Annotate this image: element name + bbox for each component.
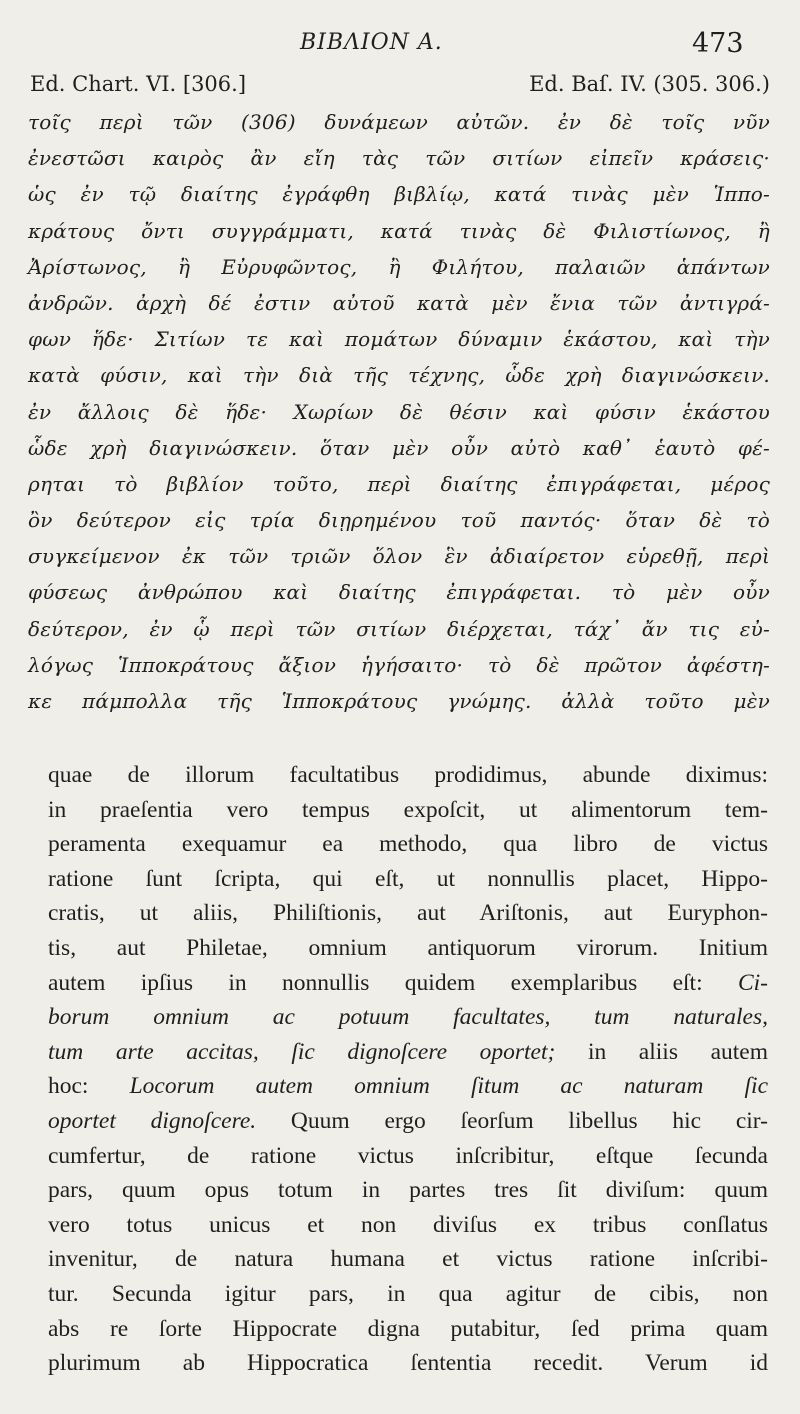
greek-text-line: ἐν ἄλλοις δὲ ἥδε· Χωρίων δὲ θέσιν καὶ φύσιν ἑκάστου: [28, 399, 770, 424]
edition-reference: [30, 72, 770, 102]
greek-text-block: [28, 104, 770, 719]
text-run: pars, quum opus totum in partes tres ſit diviſum: quum: [48, 1177, 768, 1204]
latin-text-line: [48, 1069, 768, 1104]
text-run: Quum ergo ſeorſum libellus hic cir-: [256, 1107, 768, 1134]
text-run: in praeſentia vero tempus expoſcit, ut alimentorum tem-: [48, 796, 768, 823]
greek-text-line: ἐνεστῶσι καιρὸς ἂν εἴη τὰς τῶν σιτίων εἰπεῖν κράσεις·: [28, 146, 770, 171]
text-run: in aliis autem: [555, 1038, 768, 1065]
greek-text-line: λόγως Ἱπποκράτους ἄξιον ἡγήσαιτο· τὸ δὲ πρῶτον ἀφέστη-: [28, 652, 770, 677]
latin-text-line: [48, 1000, 768, 1035]
running-title: ΒΙΒΛΙΟΝ Α.: [300, 30, 443, 55]
edition-basel-ref: Ed. Baſ. IV. (305. 306.): [529, 72, 770, 96]
text-run: vero totus unicus et non diviſus ex tribus conſlatus: [48, 1211, 768, 1238]
text-run: ratione ſunt ſcripta, qui eſt, ut nonnullis placet, Hippo-: [48, 865, 768, 892]
italic-quotation: oportet dignoſcere.: [48, 1107, 257, 1134]
greek-text-line: ὧδε χρὴ διαγινώσκειν. ὅταν μὲν οὖν αὐτὸ καθ᾽ ἑαυτὸ φέ-: [28, 435, 770, 460]
latin-text-line: [48, 862, 768, 897]
latin-text-line: [48, 1346, 768, 1381]
latin-text-line: [48, 1139, 768, 1174]
latin-text-line: [48, 1208, 768, 1243]
greek-text-line: δεύτερον, ἐν ᾧ περὶ τῶν σιτίων διέρχεται, τάχ᾽ ἄν τις εὐ-: [28, 616, 770, 641]
text-run: plurimum ab Hippocratica ſententia recedit. Verum id: [48, 1350, 768, 1377]
greek-text-line: ἀνδρῶν. ἀρχὴ δέ ἐστιν αὐτοῦ κατὰ μὲν ἔνια τῶν ἀντιγρά-: [28, 290, 770, 315]
latin-text-line: [48, 966, 768, 1001]
text-run: cumfertur, de ratione victus inſcribitur, eſtque ſecunda: [48, 1142, 768, 1169]
latin-text-line: [48, 1242, 768, 1277]
greek-text-line: φων ἥδε· Σιτίων τε καὶ πομάτων δύναμιν ἑκάστου, καὶ τὴν: [28, 327, 770, 352]
text-run: abs re ſorte Hippocrate digna putabitur, ſed prima quam: [48, 1315, 768, 1342]
text-run: hoc:: [48, 1073, 130, 1100]
greek-text-line: ὡς ἐν τῷ διαίτης ἐγράφθη βιβλίῳ, κατά τινὰς μὲν Ἱππο-: [28, 182, 770, 207]
text-run: invenitur, de natura humana et victus ratione inſcribi-: [48, 1246, 768, 1273]
latin-text-line: [48, 793, 768, 828]
latin-text-line: [48, 1104, 768, 1139]
text-run: quae de illorum facultatibus prodidimus, abunde diximus:: [48, 762, 768, 788]
greek-text-line: κατὰ φύσιν, καὶ τὴν διὰ τῆς τέχνης, ὧδε χρὴ διαγινώσκειν.: [28, 363, 770, 388]
greek-text-line: κε πάμπολλα τῆς Ἱπποκράτους γνώμης. ἀλλὰ τοῦτο μὲν: [28, 689, 770, 713]
page-number: 473: [692, 28, 744, 59]
latin-text-line: [48, 1035, 768, 1070]
page-header: [0, 28, 800, 64]
latin-translation-block: [48, 758, 768, 1381]
edition-chart-ref: Ed. Chart. VI. [306.]: [30, 72, 247, 96]
latin-text-line: [48, 896, 768, 931]
greek-text-line: φύσεως ἀνθρώπου καὶ διαίτης ἐπιγράφεται. τὸ μὲν οὖν: [28, 580, 770, 605]
italic-quotation: Locorum autem omnium ſitum ac naturam ſic: [129, 1073, 768, 1100]
latin-text-line: [48, 931, 768, 966]
greek-text-line: συγκείμενον ἐκ τῶν τριῶν ὅλον ἓν ἀδιαίρετον εὑρεθῇ, περὶ: [28, 544, 770, 569]
italic-quotation: Ci-: [737, 969, 768, 996]
latin-text-line: [48, 1277, 768, 1312]
text-run: tis, aut Philetae, omnium antiquorum virorum. Initium: [48, 934, 768, 961]
italic-quotation: borum omnium ac potuum facultates, tum naturales,: [48, 1004, 768, 1031]
text-run: autem ipſius in nonnullis quidem exemplaribus eſt:: [48, 969, 738, 996]
latin-text-line: [48, 827, 768, 862]
greek-text-line: κράτους ὄντι συγγράμματι, κατά τινὰς δὲ Φιλιστίωνος, ἢ: [28, 218, 770, 243]
italic-quotation: tum arte accitas, ſic dignoſcere oportet;: [48, 1038, 556, 1065]
text-run: cratis, ut aliis, Philiſtionis, aut Ariſtonis, aut Euryphon-: [48, 900, 768, 927]
greek-text-line: Ἀρίστωνος, ἢ Εὐρυφῶντος, ἢ Φιλήτου, παλαιῶν ἁπάντων: [28, 254, 770, 279]
text-run: peramenta exequamur ea methodo, qua libro de victus: [48, 831, 768, 858]
greek-text-line: ρηται τὸ βιβλίον τοῦτο, περὶ διαίτης ἐπιγράφεται, μέρος: [28, 471, 770, 496]
greek-text-line: τοῖς περὶ τῶν (306) δυνάμεων αὐτῶν. ἐν δὲ τοῖς νῦν: [28, 110, 770, 134]
greek-text-line: ὂν δεύτερον εἰς τρία διῃρημένου τοῦ παντός· ὅταν δὲ τὸ: [28, 508, 770, 533]
latin-text-line: [48, 1312, 768, 1347]
latin-text-line: [48, 758, 768, 793]
latin-text-line: [48, 1173, 768, 1208]
text-run: tur. Secunda igitur pars, in qua agitur de cibis, non: [48, 1280, 768, 1307]
